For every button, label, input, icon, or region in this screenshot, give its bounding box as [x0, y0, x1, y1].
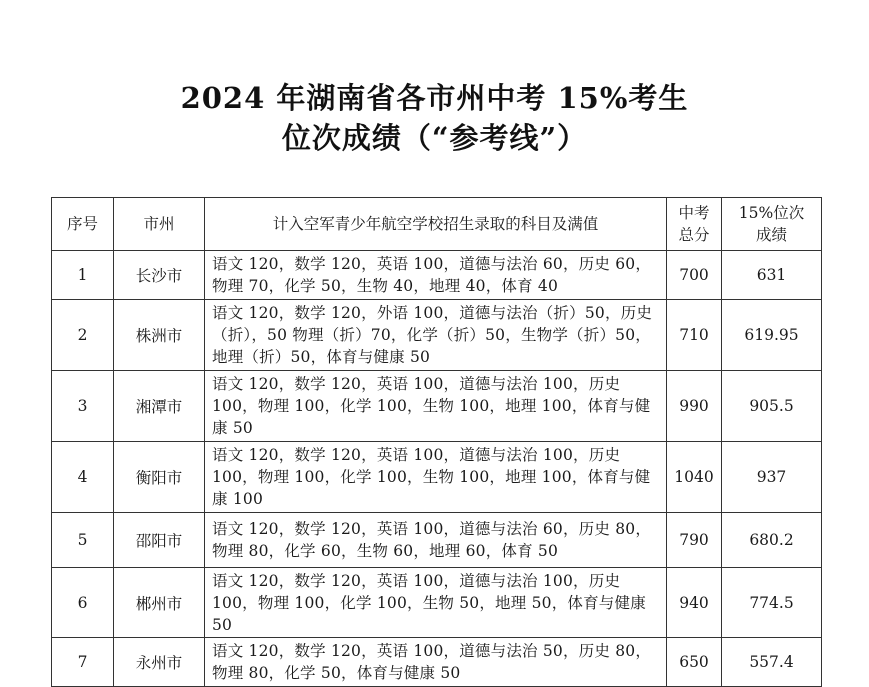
row-score: 557.4 [722, 638, 822, 687]
row-total: 790 [667, 513, 722, 568]
table-row [52, 300, 822, 371]
header-score-line2: 成绩 [755, 226, 787, 244]
row-city: 邵阳市 [114, 513, 205, 568]
header-score [722, 198, 822, 251]
row-city: 湘潭市 [114, 371, 205, 442]
header-total-line1: 中考 [678, 204, 710, 222]
row-city: 长沙市 [114, 251, 205, 300]
row-index: 6 [52, 568, 114, 638]
header-score-line1: 15%位次 [738, 204, 805, 222]
row-total: 700 [667, 251, 722, 300]
row-index: 2 [52, 300, 114, 371]
row-index: 3 [52, 371, 114, 442]
title-line-1: 2024 年湖南省各市州中考 15%考生 [180, 81, 689, 115]
row-subjects: 语文 120，数学 120，外语 100，道德与法治（折）50，历史（折），50 物理（折）70，化学（折）50，生物学（折）50，地理（折）50，体育与健康 50 [205, 300, 667, 371]
row-subjects: 语文 120，数学 120，英语 100，道德与法治 100，历史 100，物理 100，化学 100，生物 100，地理 100，体育与健康 100 [205, 442, 667, 513]
row-subjects: 语文 120，数学 120，英语 100，道德与法治 100，历史 100，物理 100，化学 100，生物 50，地理 50，体育与健康 50 [205, 568, 667, 638]
row-score: 619.95 [722, 300, 822, 371]
table-row [52, 371, 822, 442]
score-table [51, 197, 822, 687]
table-row [52, 442, 822, 513]
row-total: 710 [667, 300, 722, 371]
header-city: 市州 [114, 198, 205, 251]
row-index: 4 [52, 442, 114, 513]
table-row [52, 251, 822, 300]
table-header-row [52, 198, 822, 251]
header-total [667, 198, 722, 251]
row-total: 650 [667, 638, 722, 687]
row-city: 株洲市 [114, 300, 205, 371]
row-subjects: 语文 120，数学 120，英语 100，道德与法治 100，历史 100，物理 100，化学 100，生物 100，地理 100，体育与健康 50 [205, 371, 667, 442]
table-row [52, 568, 822, 638]
header-total-line2: 总分 [678, 226, 710, 244]
row-score: 680.2 [722, 513, 822, 568]
row-city: 郴州市 [114, 568, 205, 638]
row-score: 937 [722, 442, 822, 513]
row-score: 631 [722, 251, 822, 300]
row-index: 1 [52, 251, 114, 300]
score-table-container [51, 197, 821, 687]
row-total: 940 [667, 568, 722, 638]
row-city: 衡阳市 [114, 442, 205, 513]
row-total: 990 [667, 371, 722, 442]
row-score: 774.5 [722, 568, 822, 638]
title-line-2: 位次成绩（“参考线”） [281, 121, 588, 155]
row-score: 905.5 [722, 371, 822, 442]
row-index: 7 [52, 638, 114, 687]
header-index: 序号 [52, 198, 114, 251]
row-city: 永州市 [114, 638, 205, 687]
header-subjects: 计入空军青少年航空学校招生录取的科目及满值 [205, 198, 667, 251]
row-subjects: 语文 120，数学 120，英语 100，道德与法治 60，历史 80，物理 80，化学 60，生物 60，地理 60，体育 50 [205, 513, 667, 568]
row-total: 1040 [667, 442, 722, 513]
table-row [52, 513, 822, 568]
row-subjects: 语文 120，数学 120，英语 100，道德与法治 60，历史 60，物理 70，化学 50，生物 40，地理 40，体育 40 [205, 251, 667, 300]
document-title [0, 78, 869, 158]
row-subjects: 语文 120，数学 120，英语 100，道德与法治 50，历史 80，物理 80，化学 50，体育与健康 50 [205, 638, 667, 687]
table-row [52, 638, 822, 687]
row-index: 5 [52, 513, 114, 568]
